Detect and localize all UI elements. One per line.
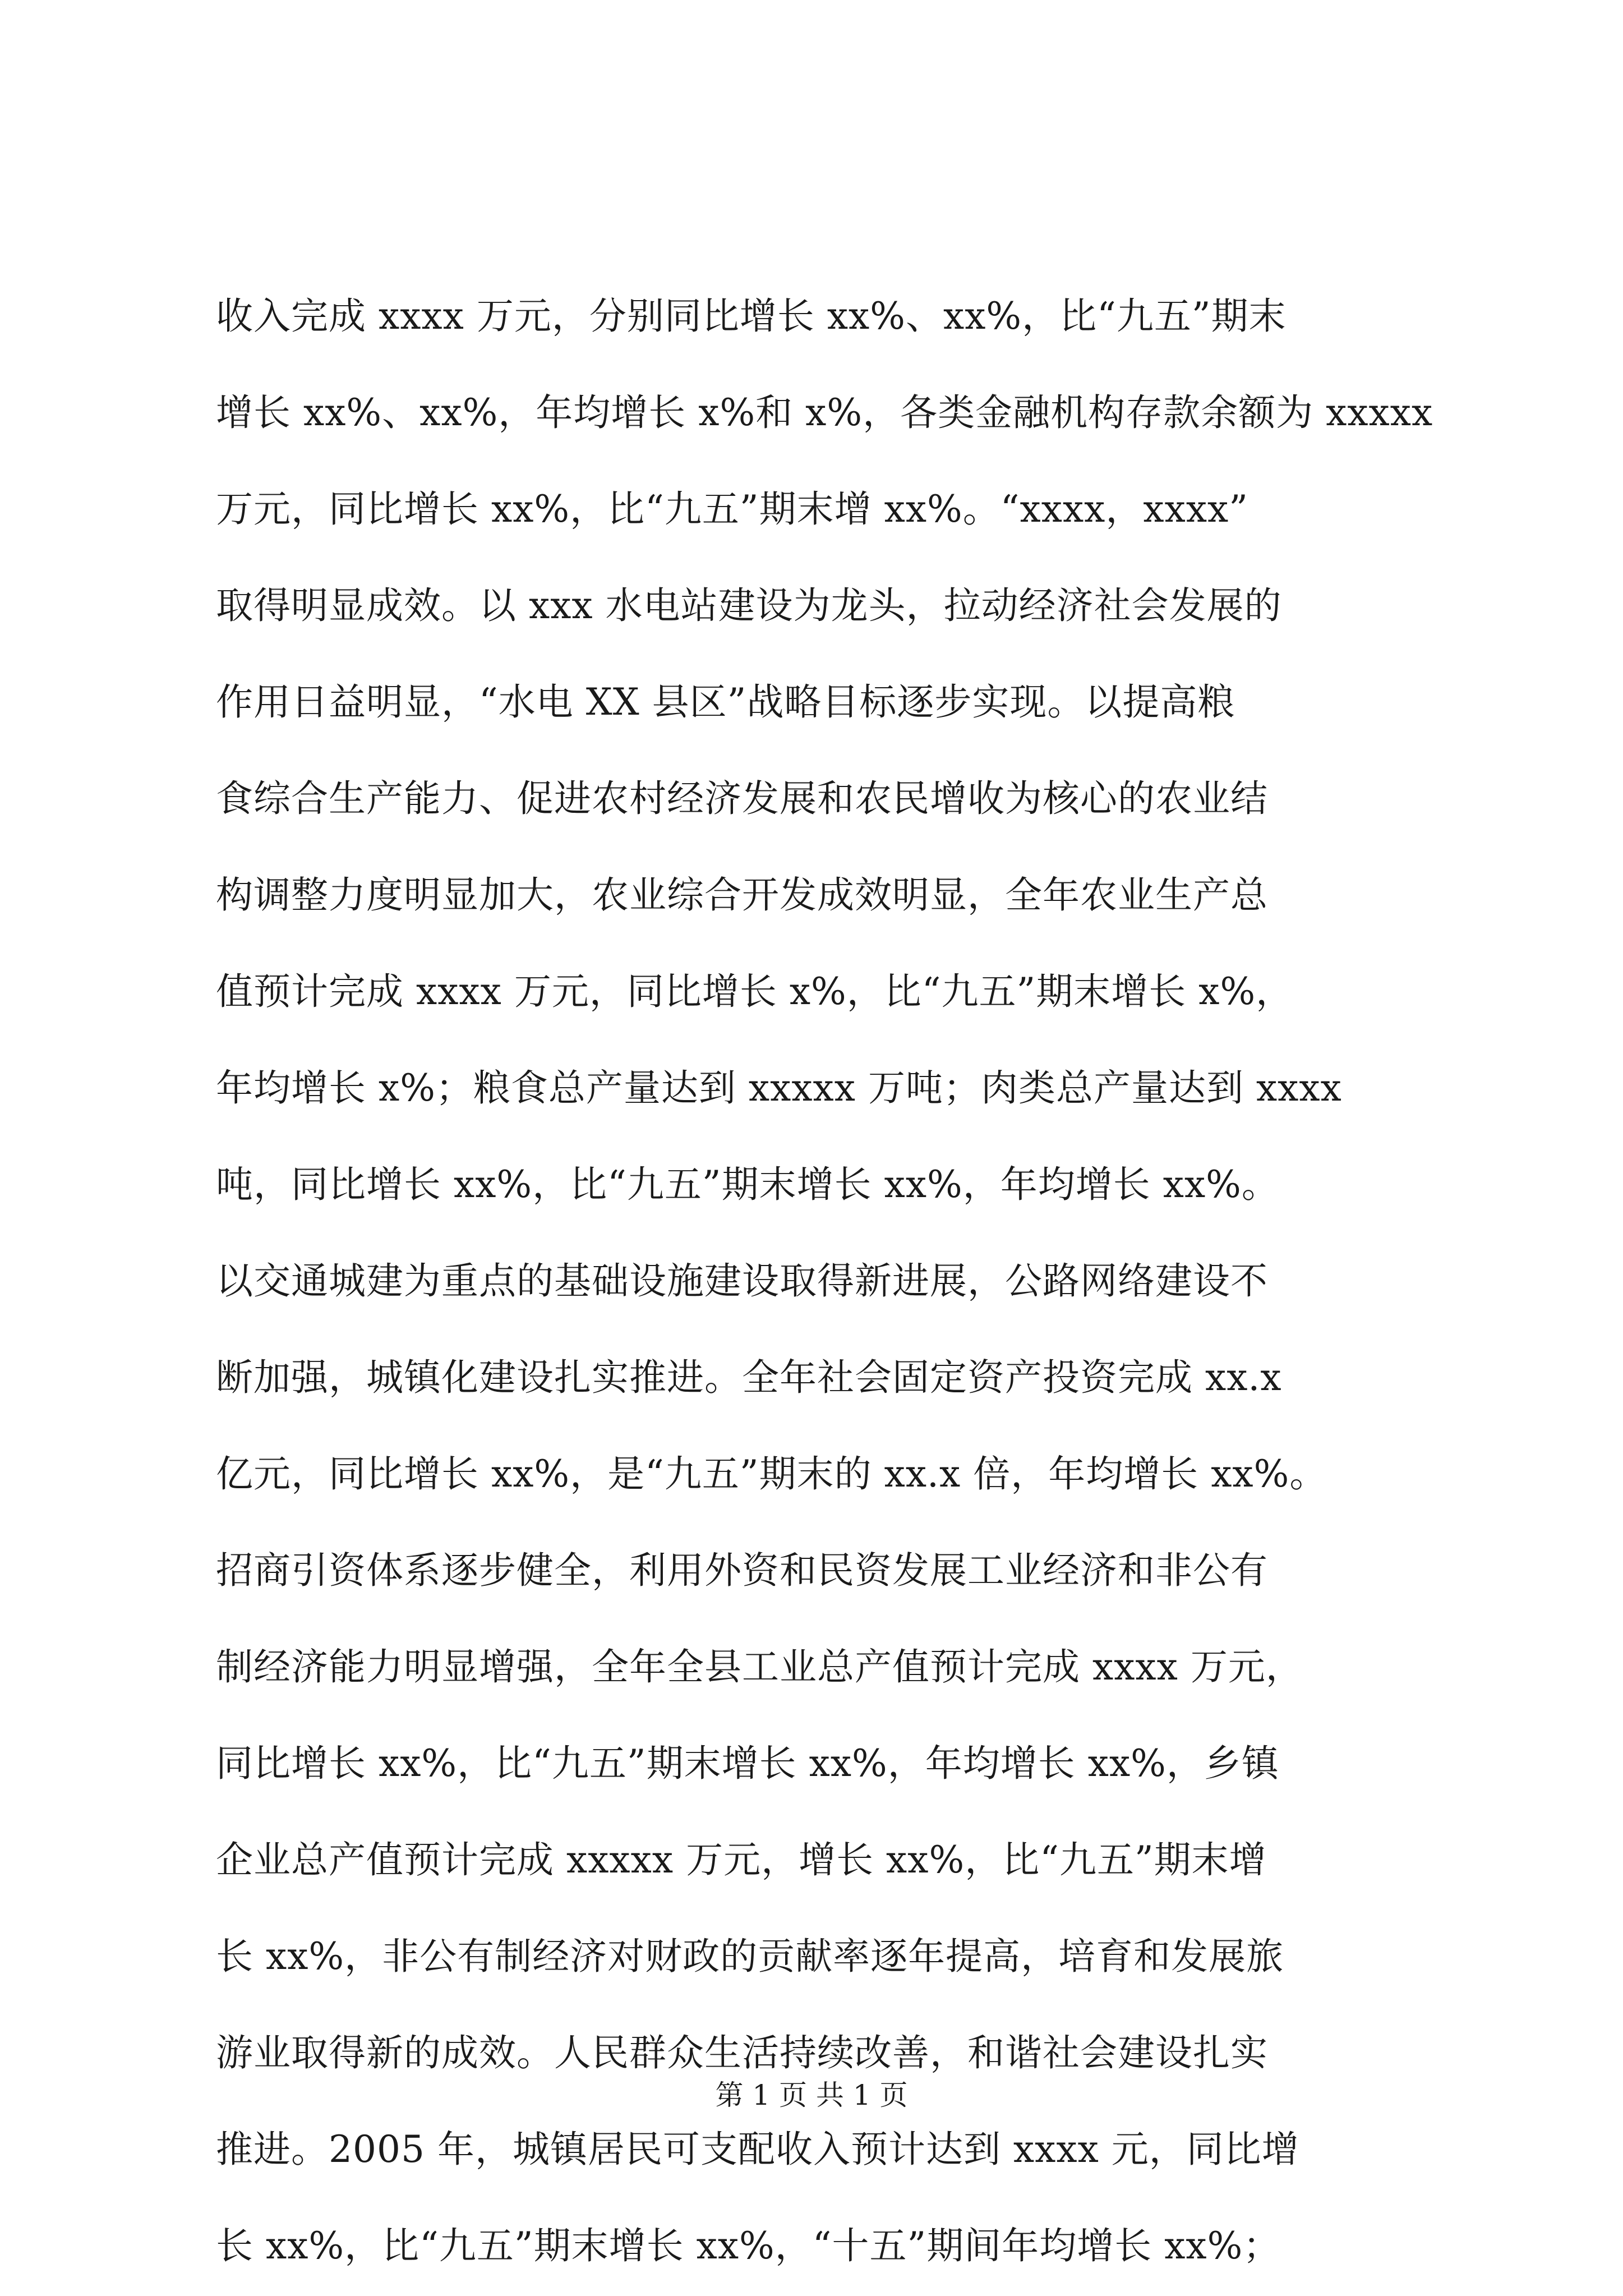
text-line: 企业总产值预计完成 xxxxx 万元，增长 xx%，比“九五”期末增 (216, 1838, 1267, 1881)
text-line: 年均增长 x%；粮食总产量达到 xxxxx 万吨；肉类总产量达到 xxxx (216, 1066, 1342, 1110)
text-line: 构调整力度明显加大，农业综合开发成效明显，全年农业生产总 (216, 873, 1268, 917)
text-line: 收入完成 xxxx 万元，分别同比增长 xx%、xx%，比“九五”期末 (216, 295, 1287, 338)
text-line: 作用日益明显，“水电 XX 县区”战略目标逐步实现。以提高粮 (216, 680, 1235, 724)
text-line: 制经济能力明显增强，全年全县工业总产值预计完成 xxxx 万元， (216, 1645, 1303, 1688)
text-line: 吨，同比增长 xx%，比“九五”期末增长 xx%，年均增长 xx%。 (216, 1163, 1279, 1206)
text-line: 亿元，同比增长 xx%，是“九五”期末的 xx.x 倍，年均增长 xx%。 (216, 1452, 1327, 1496)
text-line: 断加强，城镇化建设扎实推进。全年社会固定资产投资完成 xx.x (216, 1356, 1282, 1399)
page-footer: 第 1 页 共 1 页 (715, 2079, 908, 2111)
body-text (216, 268, 1433, 2294)
text-line: 增长 xx%、xx%，年均增长 x%和 x%，各类金融机构存款余额为 xxxxx (216, 391, 1433, 434)
text-line: 万元，同比增长 xx%，比“九五”期末增 xx%。“xxxx，xxxx” (216, 487, 1249, 531)
text-line: 游业取得新的成效。人民群众生活持续改善，和谐社会建设扎实 (216, 2031, 1268, 2074)
text-line: 推进。2005 年，城镇居民可支配收入预计达到 xxxx 元，同比增 (216, 2128, 1299, 2171)
text-line: 取得明显成效。以 xxx 水电站建设为龙头，拉动经济社会发展的 (216, 584, 1282, 627)
text-line: 以交通城建为重点的基础设施建设取得新进展，公路网络建设不 (216, 1259, 1268, 1303)
text-line: 食综合生产能力、促进农村经济发展和农民增收为核心的农业结 (216, 777, 1268, 820)
text-line: 长 xx%，非公有制经济对财政的贡献率逐年提高，培育和发展旅 (216, 1935, 1284, 1978)
text-line: 值预计完成 xxxx 万元，同比增长 x%，比“九五”期末增长 x%， (216, 970, 1294, 1013)
text-line: 同比增长 xx%，比“九五”期末增长 xx%，年均增长 xx%，乡镇 (216, 1742, 1279, 1785)
text-line: 长 xx%，比“九五”期末增长 xx%，“十五”期间年均增长 xx%； (216, 2224, 1281, 2267)
text-line: 招商引资体系逐步健全，利用外资和民资发展工业经济和非公有 (216, 1549, 1268, 1592)
